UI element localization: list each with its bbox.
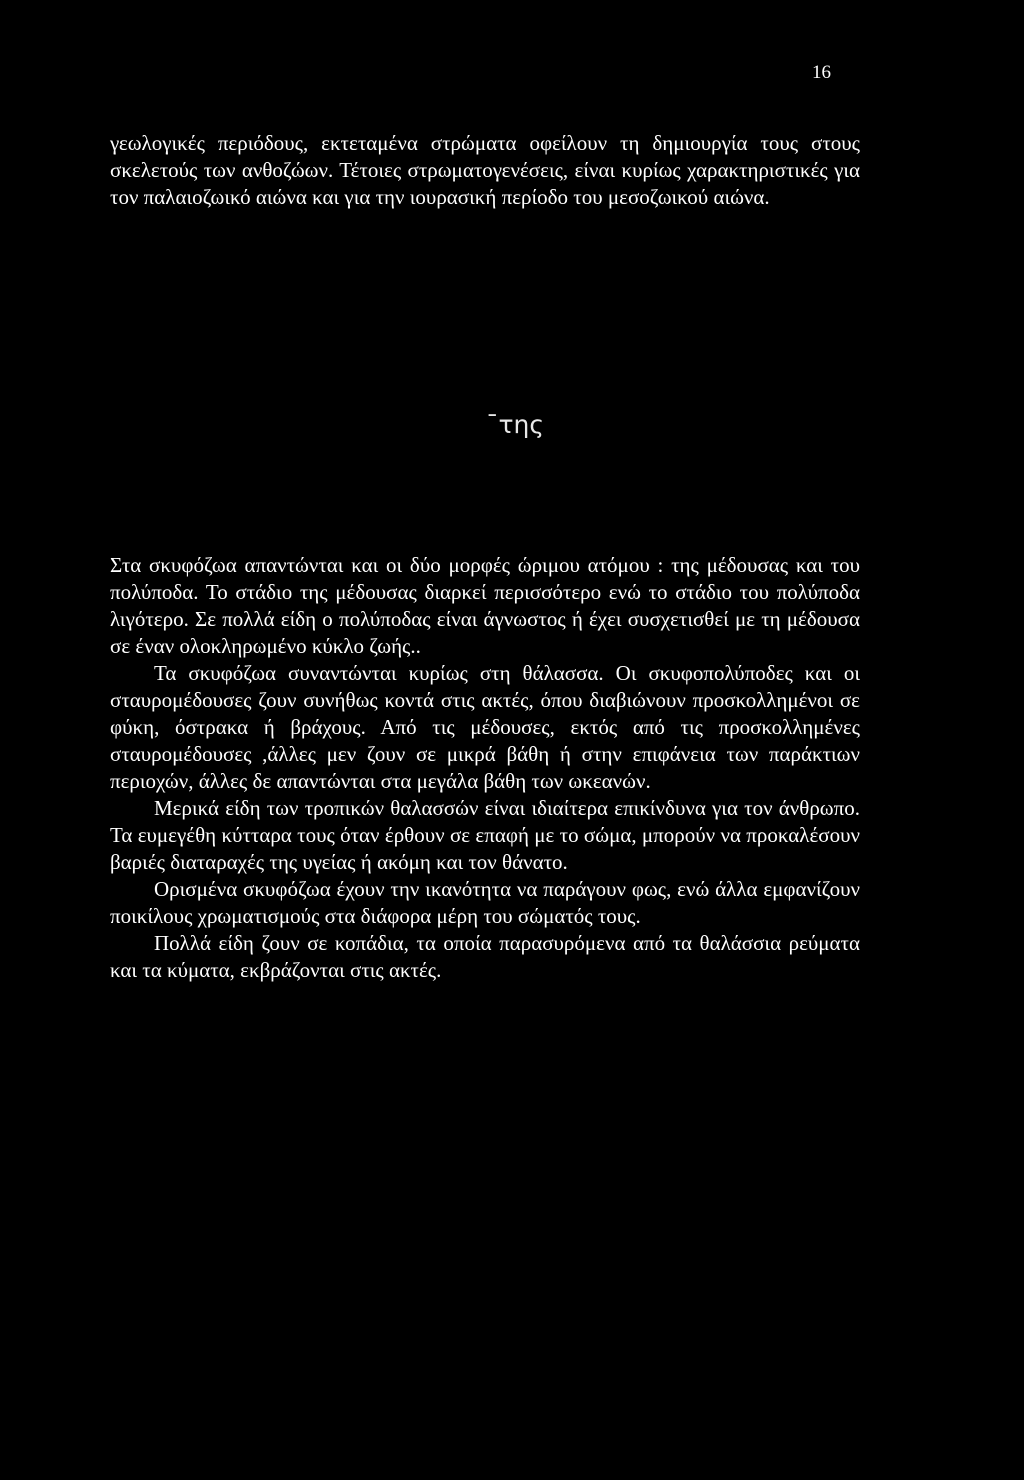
top-text-block xyxy=(110,130,860,211)
figure-fragment-text: ¯της xyxy=(486,410,545,439)
paragraph-1: Στα σκυφόζωα απαντώνται και οι δύο μορφές ώριμου ατόμου : της μέδουσας και του πολύποδα. Το στάδιο της μέδουσας διαρκεί περισσότερο ενώ το στάδιο του πολύποδα λιγότερο. Σε πολλά είδη ο πολύποδας είναι άγνωστος ή έχει συσχετισθεί με τη μέδουσα σε έναν ολοκληρωμένο κύκλο ζωής.. xyxy=(110,553,860,658)
main-text-block xyxy=(110,552,860,984)
paragraph-5: Πολλά είδη ζουν σε κοπάδια, τα οποία παρασυρόμενα από τα θαλάσσια ρεύματα και τα κύματα, εκβράζονται στις ακτές. xyxy=(110,931,860,982)
paragraph-continued: γεωλογικές περιόδους, εκτεταμένα στρώματα οφείλουν τη δημιουργία τους στους σκελετούς των ανθοζώων. Τέτοιες στρωματογενέσεις, είναι κυρίως χαρακτηριστικές για τον παλαιοζωικό αιώνα και για την ιουρασική περίοδο του μεσοζωικού αιώνα. xyxy=(110,131,860,209)
page-number: 16 xyxy=(812,62,831,83)
paragraph-2: Τα σκυφόζωα συναντώνται κυρίως στη θάλασσα. Οι σκυφοπολύποδες και οι σταυρομέδουσες ζουν συνήθως κοντά στις ακτές, όπου διαβιώνουν προσκολλημένοι σε φύκη, όστρακα ή βράχους. Από τις μέδουσες, εκτός από τις προσκολλημένες σταυρομέδουσες ,άλλες μεν ζουν σε μικρά βάθη ή στην επιφάνεια των παράκτιων περιοχών, άλλες δε απαντώνται στα μεγάλα βάθη των ωκεανών. xyxy=(110,661,860,793)
paragraph-4: Ορισμένα σκυφόζωα έχουν την ικανότητα να παράγουν φως, ενώ άλλα εμφανίζουν ποικίλους χρωματισμούς στα διάφορα μέρη του σώματός τους. xyxy=(110,877,860,928)
paragraph-3: Μερικά είδη των τροπικών θαλασσών είναι ιδιαίτερα επικίνδυνα για τον άνθρωπο. Τα ευμεγέθη κύτταρα τους όταν έρθουν σε επαφή με το σώμα, μπορούν να προκαλέσουν βαριές διαταραχές της υγείας ή ακόμη και τον θάνατο. xyxy=(110,796,860,874)
